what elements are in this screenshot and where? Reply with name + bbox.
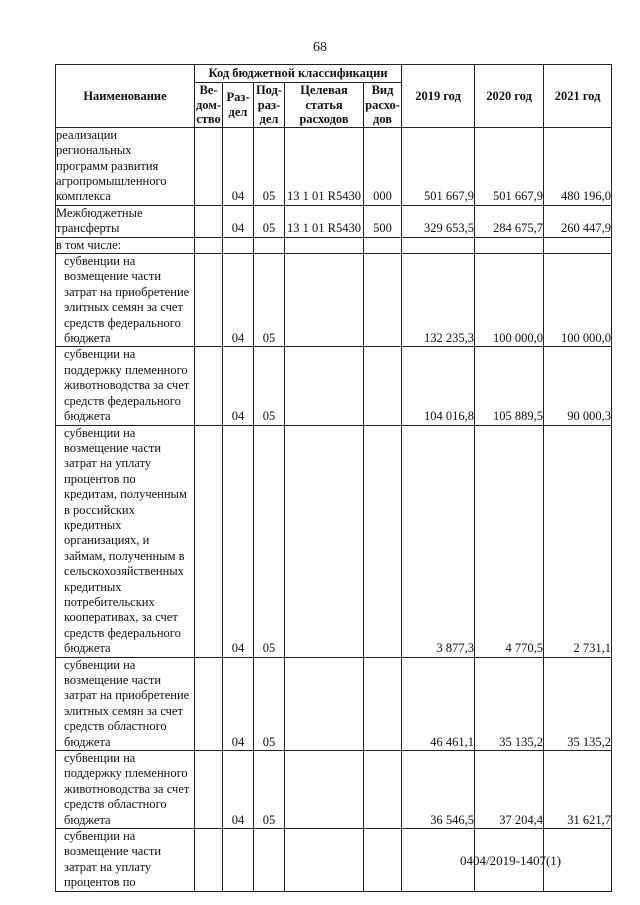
- cell-vedomstvo: [195, 657, 223, 750]
- cell-celevaya-statya: 13 1 01 R5430: [285, 205, 364, 237]
- table-row: [56, 254, 612, 347]
- cell-celevaya-statya: 13 1 01 R5430: [285, 127, 364, 205]
- cell-2020: 501 667,9: [475, 127, 544, 205]
- cell-razdel: 04: [223, 425, 254, 657]
- cell-name: субвенции на поддержку племенного животноводства за счет средств федерального бюджета: [56, 347, 195, 425]
- cell-vedomstvo: [195, 751, 223, 829]
- cell-podrazdel: 05: [254, 347, 285, 425]
- cell-name: субвенции на возмещение части затрат на уплату процентов по: [56, 829, 195, 892]
- cell-name: субвенции на поддержку племенного животноводства за счет средств областного бюджета: [56, 751, 195, 829]
- table-row: [56, 425, 612, 657]
- cell-2019: 46 461,1: [402, 657, 475, 750]
- cell-2019: 132 235,3: [402, 254, 475, 347]
- cell-podrazdel: 05: [254, 425, 285, 657]
- cell-2021: 100 000,0: [544, 254, 612, 347]
- table-row: [56, 205, 612, 237]
- document-code: 0404/2019-1407(1): [460, 853, 562, 868]
- cell-2021: 90 000,3: [544, 347, 612, 425]
- cell-2019: [402, 237, 475, 253]
- cell-razdel: 04: [223, 254, 254, 347]
- cell-celevaya-statya: [285, 254, 364, 347]
- cell-podrazdel: 05: [254, 205, 285, 237]
- cell-podrazdel: [254, 829, 285, 892]
- cell-2019: 501 667,9: [402, 127, 475, 205]
- cell-razdel: 04: [223, 205, 254, 237]
- cell-vid-raskhodov: [364, 347, 402, 425]
- cell-vid-raskhodov: [364, 237, 402, 253]
- table-body: [56, 127, 612, 891]
- cell-razdel: 04: [223, 657, 254, 750]
- budget-table: [55, 64, 612, 892]
- cell-vid-raskhodov: 500: [364, 205, 402, 237]
- cell-2021: 480 196,0: [544, 127, 612, 205]
- cell-2021: 2 731,1: [544, 425, 612, 657]
- cell-name: Межбюджетные трансферты: [56, 205, 195, 237]
- cell-podrazdel: 05: [254, 657, 285, 750]
- cell-vedomstvo: [195, 127, 223, 205]
- cell-2019: 36 546,5: [402, 751, 475, 829]
- cell-vedomstvo: [195, 425, 223, 657]
- table-row: [56, 657, 612, 750]
- header-2020: 2020 год: [475, 65, 544, 128]
- cell-2020: 4 770,5: [475, 425, 544, 657]
- cell-2020: 284 675,7: [475, 205, 544, 237]
- header-2021: 2021 год: [544, 65, 612, 128]
- header-celevaya-statya: Целевая статья расходов: [285, 83, 364, 128]
- cell-2020: 100 000,0: [475, 254, 544, 347]
- header-vedomstvo: Ве- дом- ство: [195, 83, 221, 127]
- cell-vedomstvo: [195, 254, 223, 347]
- cell-vedomstvo: [195, 347, 223, 425]
- cell-2020: 37 204,4: [475, 751, 544, 829]
- cell-2020: [475, 237, 544, 253]
- header-name: Наименование: [56, 65, 195, 128]
- table-row: [56, 127, 612, 205]
- cell-vid-raskhodov: [364, 254, 402, 347]
- table-row: [56, 347, 612, 425]
- header-razdel: Раз- дел: [223, 83, 254, 128]
- header-vid-raskhodov: Вид расхо- дов: [365, 83, 400, 127]
- cell-razdel: 04: [223, 751, 254, 829]
- cell-celevaya-statya: [285, 657, 364, 750]
- cell-2019: 3 877,3: [402, 425, 475, 657]
- cell-name: реализации региональных программ развития агропромышленного комплекса: [56, 127, 195, 205]
- cell-2021: [544, 237, 612, 253]
- cell-name: в том числе:: [56, 237, 195, 253]
- cell-celevaya-statya: [285, 425, 364, 657]
- table-row: [56, 751, 612, 829]
- header-podrazdel: Под- раз- дел: [254, 83, 285, 128]
- cell-vid-raskhodov: [364, 425, 402, 657]
- cell-podrazdel: 05: [254, 751, 285, 829]
- cell-vedomstvo: [195, 237, 223, 253]
- cell-2021: 260 447,9: [544, 205, 612, 237]
- cell-name: субвенции на возмещение части затрат на уплату процентов по кредитам, полученным в российских кредитных организациях, и займам, полученным в сельскохозяйственных кредитных потребительских кооперативах, за счет средств федерального бюджета: [56, 425, 195, 657]
- cell-podrazdel: [254, 237, 285, 253]
- table-row: [56, 237, 612, 253]
- cell-vedomstvo: [195, 829, 223, 892]
- cell-razdel: [223, 829, 254, 892]
- cell-name: субвенции на возмещение части затрат на приобретение элитных семян за счет средств областного бюджета: [56, 657, 195, 750]
- cell-podrazdel: 05: [254, 127, 285, 205]
- cell-podrazdel: 05: [254, 254, 285, 347]
- cell-razdel: [223, 237, 254, 253]
- cell-vedomstvo: [195, 205, 223, 237]
- cell-celevaya-statya: [285, 237, 364, 253]
- header-classification-group: Код бюджетной классификации: [195, 65, 402, 83]
- cell-celevaya-statya: [285, 829, 364, 892]
- cell-2021: 31 621,7: [544, 751, 612, 829]
- cell-2019: 104 016,8: [402, 347, 475, 425]
- cell-2019: 329 653,5: [402, 205, 475, 237]
- cell-vid-raskhodov: [364, 829, 402, 892]
- cell-razdel: 04: [223, 127, 254, 205]
- header-2019: 2019 год: [402, 65, 475, 128]
- cell-celevaya-statya: [285, 347, 364, 425]
- page-number: 68: [313, 40, 327, 55]
- cell-celevaya-statya: [285, 751, 364, 829]
- cell-vid-raskhodov: [364, 657, 402, 750]
- cell-2021: 35 135,2: [544, 657, 612, 750]
- cell-vid-raskhodov: [364, 751, 402, 829]
- cell-razdel: 04: [223, 347, 254, 425]
- cell-vid-raskhodov: 000: [364, 127, 402, 205]
- cell-2020: 105 889,5: [475, 347, 544, 425]
- cell-name: субвенции на возмещение части затрат на приобретение элитных семян за счет средств федерального бюджета: [56, 254, 195, 347]
- cell-2020: 35 135,2: [475, 657, 544, 750]
